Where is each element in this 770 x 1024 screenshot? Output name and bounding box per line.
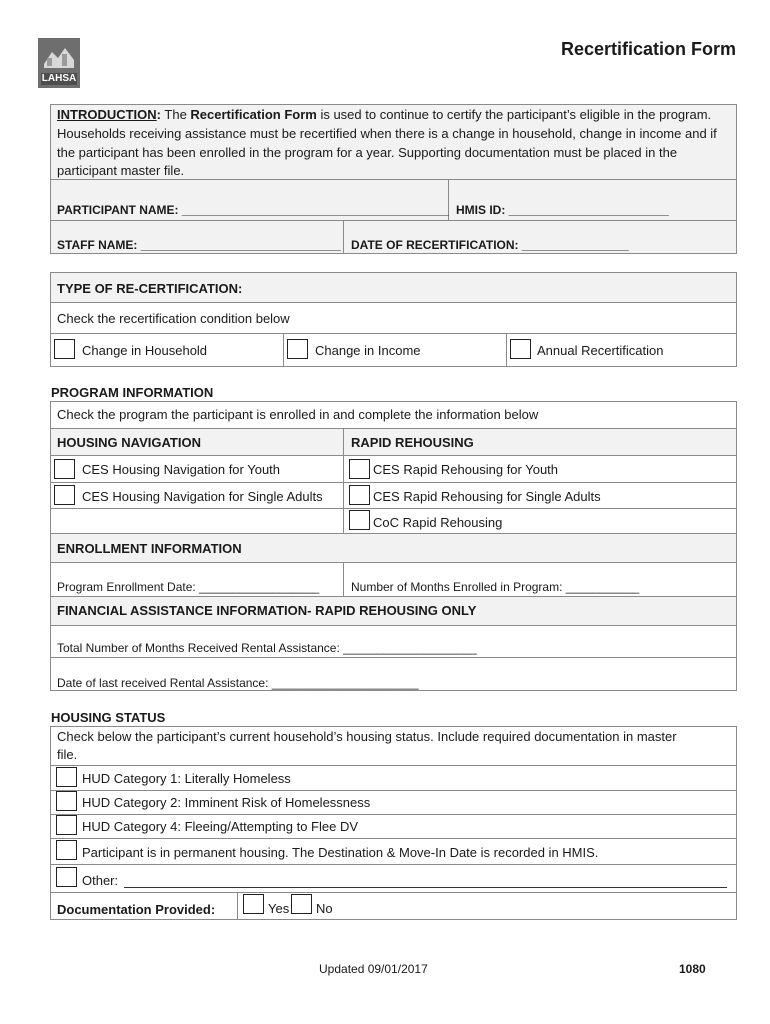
lahsa-logo — [38, 38, 80, 88]
intro-line2: Households receiving assistance must be recertified when there is a change in household, change in income and if — [57, 126, 717, 141]
hn-single-adults-checkbox[interactable] — [54, 485, 75, 505]
hud-cat1-checkbox[interactable] — [56, 767, 77, 787]
footer-updated: Updated 09/01/2017 — [319, 962, 428, 976]
housing-status-instruction-2: file. — [57, 747, 78, 762]
intro-label: INTRODUCTION — [57, 107, 157, 122]
annual-recert-label: Annual Recertification — [537, 343, 664, 358]
enrollment-header: ENROLLMENT INFORMATION — [57, 541, 242, 556]
housing-navigation-header: HOUSING NAVIGATION — [57, 435, 201, 450]
staff-name-field[interactable]: STAFF NAME: ______________________________ — [57, 238, 341, 252]
coc-rrh-checkbox[interactable] — [349, 510, 370, 530]
coc-rrh-label: CoC Rapid Rehousing — [373, 515, 503, 530]
months-rental-field[interactable]: Total Number of Months Received Rental Assistance: ____________________ — [57, 641, 477, 655]
rapid-rehousing-header: RAPID REHOUSING — [351, 435, 474, 450]
documentation-no-checkbox[interactable] — [291, 894, 312, 914]
form-title: Recertification Form — [560, 39, 736, 59]
documentation-yes-checkbox[interactable] — [243, 894, 264, 914]
other-checkbox[interactable] — [56, 867, 77, 887]
recert-type-instruction: Check the recertification condition below — [57, 311, 290, 326]
hn-youth-checkbox[interactable] — [54, 459, 75, 479]
hn-single-adults-label: CES Housing Navigation for Single Adults — [82, 489, 323, 504]
documentation-label: Documentation Provided: — [57, 902, 216, 917]
change-household-checkbox[interactable] — [54, 339, 75, 359]
hud-cat4-label: HUD Category 4: Fleeing/Attempting to Flee DV — [82, 819, 359, 834]
change-income-checkbox[interactable] — [287, 339, 308, 359]
intro-line4: participant master file. — [57, 163, 185, 178]
housing-status-header: HOUSING STATUS — [51, 710, 166, 725]
rrh-youth-label: CES Rapid Rehousing for Youth — [373, 462, 559, 477]
intro-line3: the participant has been enrolled in the program for a year. Supporting documentation must be placed in the — [57, 145, 678, 160]
last-rental-date-field[interactable]: Date of last received Rental Assistance: ______________________ — [57, 676, 419, 690]
hn-youth-label: CES Housing Navigation for Youth — [82, 462, 281, 477]
hud-cat2-label: HUD Category 2: Imminent Risk of Homelessness — [82, 795, 371, 810]
housing-status-instruction-1: Check below the participant’s current household’s housing status. Include required documentation in master — [57, 729, 677, 744]
intro-line1: INTRODUCTION: The Recertification Form is used to continue to certify the participant’s eligible in the program. — [57, 107, 712, 122]
participant-name-field[interactable]: PARTICIPANT NAME: ________________________________________ — [57, 203, 449, 217]
hud-cat2-checkbox[interactable] — [56, 791, 77, 811]
logo-text: LAHSA — [41, 73, 77, 84]
documentation-no-label: No — [316, 901, 333, 916]
rrh-youth-checkbox[interactable] — [349, 459, 370, 479]
hmis-id-field[interactable]: HMIS ID: ________________________ — [456, 203, 669, 217]
change-income-label: Change in Income — [315, 343, 421, 358]
date-recert-field[interactable]: DATE OF RECERTIFICATION: ________________ — [351, 238, 629, 252]
change-household-label: Change in Household — [82, 343, 208, 358]
program-info-header: PROGRAM INFORMATION — [51, 385, 214, 400]
intro-form-name: Recertification Form — [190, 107, 317, 122]
annual-recert-checkbox[interactable] — [510, 339, 531, 359]
hud-cat4-checkbox[interactable] — [56, 815, 77, 835]
other-label: Other: — [82, 873, 119, 888]
documentation-yes-label: Yes — [268, 901, 290, 916]
footer-page-number: 1080 — [679, 962, 706, 976]
rrh-single-adults-checkbox[interactable] — [349, 485, 370, 505]
months-enrolled-field[interactable]: Number of Months Enrolled in Program: ___________ — [351, 580, 640, 594]
other-input-line[interactable] — [124, 887, 727, 888]
permanent-housing-checkbox[interactable] — [56, 840, 77, 860]
enrollment-date-field[interactable]: Program Enrollment Date: __________________ — [57, 580, 320, 594]
rrh-single-adults-label: CES Rapid Rehousing for Single Adults — [373, 489, 601, 504]
financial-header: FINANCIAL ASSISTANCE INFORMATION- RAPID REHOUSING ONLY — [57, 603, 477, 618]
hud-cat1-label: HUD Category 1: Literally Homeless — [82, 771, 291, 786]
recert-type-header: TYPE OF RE-CERTIFICATION: — [57, 281, 243, 296]
program-info-instruction: Check the program the participant is enrolled in and complete the information below — [57, 407, 539, 422]
permanent-housing-label: Participant is in permanent housing. The Destination & Move-In Date is recorded in HMIS. — [82, 845, 599, 860]
